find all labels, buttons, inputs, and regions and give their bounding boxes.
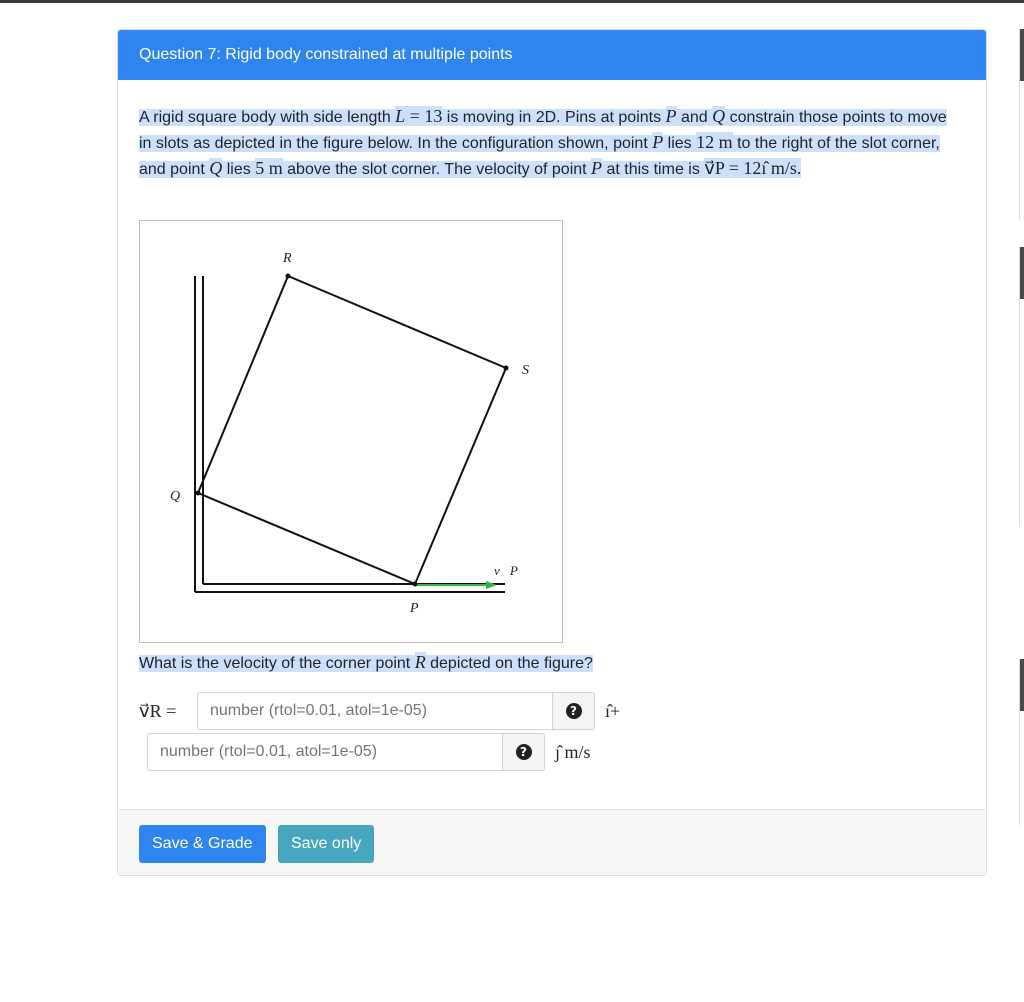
help-button-y[interactable] (503, 733, 545, 771)
math-p-distance: 12 m (696, 132, 733, 152)
side-panel-fragment (1019, 247, 1024, 527)
prompt-text: A rigid square body with side length (139, 109, 396, 126)
math-Q: Q (209, 158, 223, 178)
point-p-marker (413, 582, 418, 587)
unit-j-ms: ȷ̂ m/s (555, 741, 591, 762)
math-vp-equation: v⃗P = 12ı̂ m/s. (704, 158, 802, 178)
math-P: P (665, 106, 677, 126)
answer-row-y (147, 733, 591, 771)
math-L: L (395, 106, 406, 126)
question-body (118, 80, 986, 809)
question-text-part: depicted on the figure? (425, 655, 593, 672)
question-header (118, 30, 986, 80)
prompt-text: and (676, 109, 713, 126)
label-p: P (410, 601, 419, 616)
label-r: R (283, 251, 292, 266)
prompt-text: at this time is (602, 161, 705, 178)
point-q-marker (196, 491, 201, 496)
math-Q: Q (712, 106, 726, 126)
vr-x-input[interactable] (197, 692, 553, 730)
unit-i-plus: ı̂+ (605, 700, 621, 721)
save-grade-button[interactable]: Save & Grade (139, 825, 266, 863)
prompt-text: constrain those points to move in slots as depicted in the figure below. In the configuration shown, point (139, 109, 947, 152)
math-P: P (591, 158, 603, 178)
question-prompt (139, 104, 954, 182)
save-only-button[interactable]: Save only (278, 825, 374, 863)
math-L-value: = 13 (405, 106, 443, 126)
question-footer (118, 809, 986, 876)
question-title: Question 7: Rigid body constrained at multiple points (139, 46, 513, 63)
question-text-part: What is the velocity of the corner point (139, 655, 415, 672)
prompt-text: to the right of the slot corner, and point (139, 135, 940, 178)
math-q-distance: 5 m (255, 158, 283, 178)
top-bar (0, 0, 1024, 3)
question-circle-icon: ? (566, 703, 582, 719)
prompt-text: above the slot corner. The velocity of point (282, 161, 592, 178)
question-card (117, 29, 987, 876)
point-r-marker (286, 274, 291, 279)
side-panel-fragment (1019, 29, 1024, 219)
rigid-square (198, 276, 506, 584)
side-panel-fragment (1019, 659, 1024, 825)
vr-label: v⃗R = (139, 700, 177, 721)
vr-y-input[interactable] (147, 733, 503, 771)
prompt-text: lies (663, 135, 697, 152)
question-text (139, 650, 593, 676)
answer-row-x (139, 692, 620, 730)
label-vp: v⃗P (494, 563, 518, 578)
prompt-text: is moving in 2D. Pins at points (442, 109, 666, 126)
question-circle-icon: ? (516, 744, 532, 760)
square-slot-diagram (140, 221, 562, 642)
prompt-text: lies (222, 161, 256, 178)
math-R: R (414, 652, 426, 672)
label-q: Q (170, 489, 181, 504)
math-P: P (652, 132, 664, 152)
velocity-arrow-head (486, 581, 497, 589)
point-s-marker (504, 366, 509, 371)
help-button-x[interactable] (553, 692, 595, 730)
label-s: S (522, 363, 529, 378)
problem-figure (139, 220, 563, 643)
